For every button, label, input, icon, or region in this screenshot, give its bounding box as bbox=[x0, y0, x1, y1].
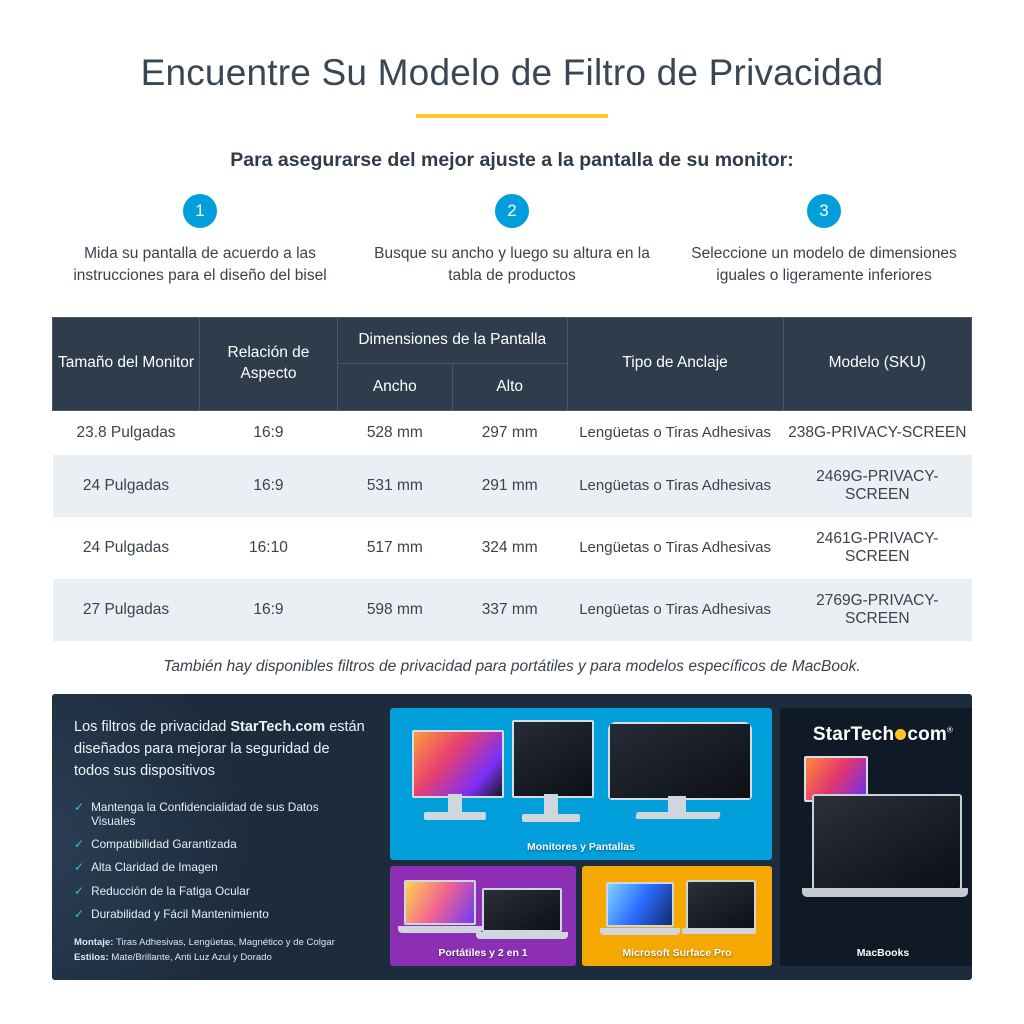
step-3-text: Seleccione un modelo de dimensiones iguales o ligeramente inferiores bbox=[691, 244, 957, 284]
check-icon: ✓ bbox=[74, 907, 85, 922]
laptop-keyboard-base bbox=[476, 932, 568, 939]
monitor-stand-neck bbox=[448, 794, 462, 814]
cell-height: 291 mm bbox=[452, 455, 567, 517]
monitor-stand-neck bbox=[544, 794, 558, 816]
panel-heading-part2: están diseñados para mejorar la seguridad de todos sus dispositivos bbox=[74, 718, 365, 780]
header-attachment-type: Tipo de Anclaje bbox=[567, 317, 783, 410]
cell-width: 528 mm bbox=[366, 423, 423, 441]
panel-heading bbox=[74, 716, 366, 783]
surface-privacy-dark bbox=[686, 880, 756, 932]
header-aspect-ratio: Relación de Aspecto bbox=[200, 317, 338, 410]
header-screen-dimensions: Dimensiones de la Pantalla bbox=[337, 317, 567, 364]
monitor-stand-base bbox=[424, 812, 486, 820]
panel-heading-part1: Los filtros de privacidad bbox=[74, 718, 231, 735]
step-2-text: Busque su ancho y luego su altura en la tabla de productos bbox=[374, 244, 650, 284]
cell-attachment-type: Lengüetas o Tiras Adhesivas bbox=[579, 539, 771, 557]
monitor-stand-base bbox=[522, 814, 580, 822]
cell-width: 598 mm bbox=[337, 579, 452, 641]
table-header-row-1 bbox=[53, 317, 972, 364]
cell-aspect-ratio: 16:9 bbox=[253, 423, 284, 441]
mounting-label: Montaje: bbox=[74, 936, 114, 948]
surface-keyboard-base bbox=[682, 928, 756, 934]
header-height: Alto bbox=[452, 364, 567, 411]
cell-attachment-type: Lengüetas o Tiras Adhesivas bbox=[567, 579, 783, 641]
cell-attachment-type: Lengüetas o Tiras Adhesivas bbox=[567, 455, 783, 517]
benefit-label: Mantenga la Confidencialidad de sus Datos Visuales bbox=[91, 799, 319, 828]
specs-table-container bbox=[52, 317, 972, 676]
list-item bbox=[74, 884, 366, 898]
check-icon: ✓ bbox=[74, 836, 85, 851]
styles-spec bbox=[74, 950, 366, 966]
laptop-keyboard-base bbox=[398, 926, 482, 933]
tile-caption-surface: Microsoft Surface Pro bbox=[622, 946, 732, 959]
check-icon: ✓ bbox=[74, 799, 85, 814]
laptop-privacy-dark bbox=[476, 888, 568, 944]
table-row bbox=[53, 455, 972, 517]
tile-caption-monitors: Monitores y Pantallas bbox=[527, 840, 635, 853]
panel-footer-specs bbox=[74, 935, 366, 967]
table-head bbox=[53, 317, 972, 410]
tile-caption-laptops: Portátiles y 2 en 1 bbox=[438, 946, 528, 959]
marketing-panel bbox=[52, 694, 972, 980]
mounting-spec bbox=[74, 935, 366, 951]
cell-model-sku: 2461G-PRIVACY-SCREEN bbox=[816, 529, 939, 565]
monitor-stand-base bbox=[635, 812, 720, 819]
check-icon: ✓ bbox=[74, 883, 85, 898]
list-item bbox=[74, 907, 366, 921]
cell-monitor-size: 24 Pulgadas bbox=[82, 538, 170, 556]
steps-row bbox=[44, 194, 980, 287]
table-footnote: También hay disponibles filtros de privacidad para portátiles y para modelos específicos de MacBook. bbox=[163, 657, 861, 675]
step-1 bbox=[44, 194, 356, 287]
panel-text-column bbox=[52, 694, 382, 980]
macbook-privacy-dark bbox=[802, 794, 968, 906]
table-row bbox=[53, 410, 972, 455]
logo-text-after: com bbox=[907, 723, 948, 745]
benefit-label: Compatibilidad Garantizada bbox=[91, 836, 237, 851]
styles-label: Estilos: bbox=[74, 952, 109, 964]
tile-monitors-and-displays bbox=[390, 708, 772, 860]
page-title: Encuentre Su Modelo de Filtro de Privacidad bbox=[140, 52, 884, 93]
table-row bbox=[53, 517, 972, 579]
product-collage bbox=[390, 708, 958, 966]
step-2 bbox=[356, 194, 668, 287]
cell-monitor-size: 24 Pulgadas bbox=[53, 455, 200, 517]
cell-monitor-size: 27 Pulgadas bbox=[53, 579, 200, 641]
step-3 bbox=[668, 194, 980, 287]
cell-aspect-ratio: 16:9 bbox=[200, 455, 338, 517]
logo-trademark: ® bbox=[947, 725, 954, 735]
header-model-sku: Modelo (SKU) bbox=[783, 317, 971, 410]
table-row bbox=[53, 579, 972, 641]
cell-model-sku: 2769G-PRIVACY-SCREEN bbox=[783, 579, 971, 641]
benefit-label: Alta Claridad de Imagen bbox=[91, 860, 218, 875]
cell-height: 324 mm bbox=[481, 538, 538, 556]
cell-model-sku: 238G-PRIVACY-SCREEN bbox=[788, 423, 967, 441]
cell-attachment-type: Lengüetas o Tiras Adhesivas bbox=[579, 424, 771, 442]
monitor-privacy-dark bbox=[512, 720, 594, 798]
list-item bbox=[74, 860, 366, 874]
cell-height: 337 mm bbox=[452, 579, 567, 641]
step-1-number-badge: 1 bbox=[183, 194, 217, 228]
list-item bbox=[74, 800, 366, 828]
cell-aspect-ratio: 16:10 bbox=[249, 538, 288, 556]
step-3-number-badge: 3 bbox=[807, 194, 841, 228]
benefit-label: Durabilidad y Fácil Mantenimiento bbox=[91, 907, 269, 922]
monitor-screen-dark bbox=[610, 724, 750, 798]
monitor-ultrawide-curved bbox=[608, 722, 752, 800]
styles-value: Mate/Brillante, Anti Luz Azul y Dorado bbox=[108, 952, 272, 964]
cell-width: 517 mm bbox=[366, 538, 423, 556]
table-body bbox=[53, 410, 972, 641]
monitor-colorful bbox=[412, 730, 504, 798]
list-item bbox=[74, 837, 366, 851]
cell-model-sku: 2469G-PRIVACY-SCREEN bbox=[783, 455, 971, 517]
tile-laptops-2in1 bbox=[390, 866, 576, 966]
startech-logo bbox=[780, 724, 972, 746]
step-2-number-badge: 2 bbox=[495, 194, 529, 228]
check-icon: ✓ bbox=[74, 860, 85, 875]
benefit-label: Reducción de la Fatiga Ocular bbox=[91, 883, 250, 898]
specs-table bbox=[52, 317, 972, 641]
cell-height: 297 mm bbox=[481, 423, 538, 441]
laptop-screen-gradient bbox=[404, 880, 476, 926]
monitor-screen-dark bbox=[514, 722, 592, 796]
header-monitor-size: Tamaño del Monitor bbox=[53, 317, 200, 410]
cell-monitor-size: 23.8 Pulgadas bbox=[76, 423, 176, 441]
mounting-value: Tiras Adhesivas, Lengüetas, Magnético y de Colgar bbox=[113, 936, 335, 948]
step-1-text: Mida su pantalla de acuerdo a las instrucciones para el diseño del bisel bbox=[73, 244, 327, 284]
logo-text-before: StarTech bbox=[812, 723, 895, 745]
page-subtitle: Para asegurarse del mejor ajuste a la pantalla de su monitor: bbox=[230, 148, 794, 171]
tile-microsoft-surface-pro bbox=[582, 866, 772, 966]
tile-macbooks bbox=[780, 708, 972, 966]
logo-dot-icon bbox=[895, 729, 906, 740]
macbook-base bbox=[802, 888, 968, 897]
title-underline-divider bbox=[416, 114, 608, 118]
cell-width: 531 mm bbox=[337, 455, 452, 517]
laptop-colorful bbox=[398, 880, 482, 938]
header-width: Ancho bbox=[337, 364, 452, 411]
laptop-screen-dark bbox=[482, 888, 562, 932]
macbook-screen-dark bbox=[812, 794, 962, 890]
surface-keyboard-base bbox=[600, 928, 680, 935]
tile-caption-macbooks: MacBooks bbox=[856, 946, 910, 959]
monitor-screen-gradient bbox=[414, 732, 502, 796]
benefits-list bbox=[74, 800, 366, 922]
surface-colorful bbox=[600, 882, 680, 940]
panel-heading-brand: StarTech.com bbox=[230, 718, 326, 735]
monitor-stand-neck bbox=[668, 796, 686, 814]
cell-aspect-ratio: 16:9 bbox=[200, 579, 338, 641]
surface-screen-gradient bbox=[606, 882, 674, 928]
